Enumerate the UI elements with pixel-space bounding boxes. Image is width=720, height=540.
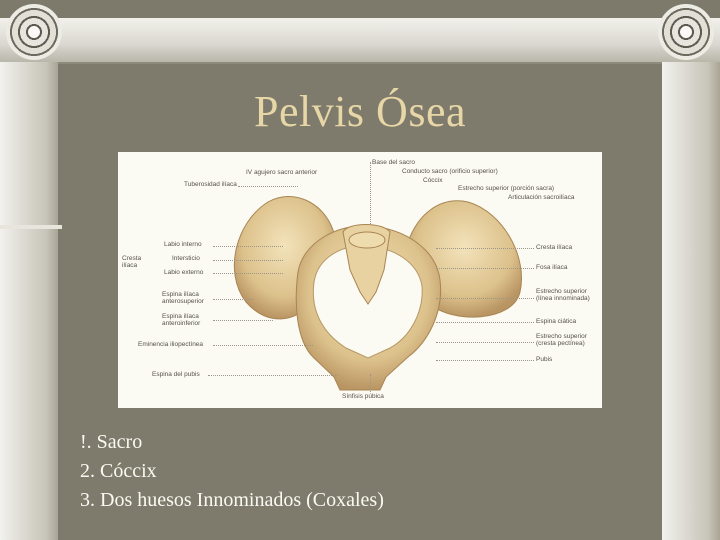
label-labio-interno: Labio interno [164,241,202,248]
label-espina-pubis: Espina del pubis [152,371,200,378]
list-item: 3. Dos huesos Innominados (Coxales) [80,489,384,511]
label-estrecho-superior-pectinea: Estrecho superior (cresta pectínea) [536,333,587,347]
label-articulacion-sacroiliaca: Articulación sacroilíaca [508,194,575,201]
right-volute-icon [658,4,714,60]
label-cresta-iliaca: Cresta ilíaca [536,244,573,251]
label-cresta-iliaca-group: Cresta ilíaca [122,255,142,269]
label-iv-agujero-sacro: IV agujero sacro anterior [246,169,318,176]
label-espina-anteroinferior: Espina ilíaca anteroinferior [162,313,201,327]
label-espina-anterosuperior: Espina ilíaca anterosuperior [162,291,204,305]
label-estrecho-superior-innominada: Estrecho superior (línea innominada) [536,288,590,302]
label-tuberosidad-iliaca: Tuberosidad ilíaca [184,181,237,188]
label-espina-ciatica: Espina ciática [536,318,577,325]
column-capital-bar [0,18,720,64]
pelvis-figure [118,152,602,408]
label-sinfisis-pubica: Sínfisis púbica [342,393,384,400]
column-ledge [0,225,62,229]
left-volute-icon [6,4,62,60]
label-pubis: Pubis [536,356,553,363]
bone-list [80,428,384,515]
list-item: !. Sacro [80,431,143,453]
label-conducto-sacro: Conducto sacro (orificio superior) [402,168,498,175]
list-item: 2. Cóccix [80,460,157,482]
label-estrecho-superior-sacra: Estrecho superior (porción sacra) [458,185,555,192]
sacral-base [349,232,385,248]
label-coccix: Cóccix [423,177,443,184]
slide-title: Pelvis Ósea [253,87,467,136]
label-eminencia-iliopectinea: Eminencia iliopectínea [138,341,204,348]
label-base-sacro: Base del sacro [372,159,415,166]
label-labio-externo: Labio externo [164,269,204,276]
label-fosa-iliaca: Fosa ilíaca [536,264,568,271]
label-intersticio: Intersticio [172,255,200,262]
